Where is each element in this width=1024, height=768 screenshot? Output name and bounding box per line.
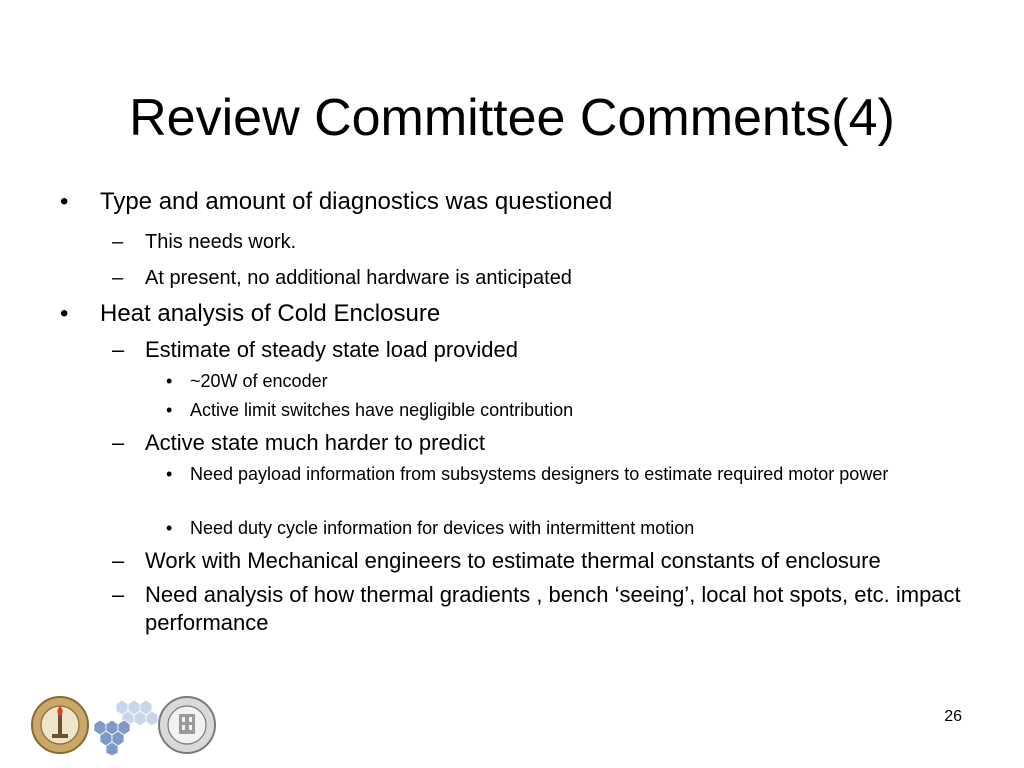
bullet-marker: • [60,188,69,215]
list-item-text: Need payload information from subsystems designers to estimate required motor power [190,464,889,484]
logo-strip [30,694,220,756]
institution-logos [30,694,220,756]
list-item-text: Heat analysis of Cold Enclosure [100,300,441,327]
dash-marker: – [112,430,125,455]
slide-page-number: 26 [944,708,962,725]
uc-seal-logo [159,697,215,753]
list-item-text: Work with Mechanical engineers to estimate thermal constants of enclosure [145,548,881,573]
list-item-text: ~20W of encoder [190,371,328,391]
list-item [112,228,965,256]
list-item [60,300,980,328]
dash-marker: – [112,337,125,362]
list-item-text: Active state much harder to predict [145,430,485,455]
bullet-marker: • [166,464,173,484]
tmt-mirror-logo [94,700,158,756]
bullet-marker: • [166,518,173,538]
list-item [60,188,980,216]
list-item-text: Active limit switches have negligible contribution [190,400,574,420]
list-item-text: Type and amount of diagnostics was questioned [100,188,613,215]
list-item [112,336,965,364]
dash-marker: – [112,231,124,253]
list-item-text: At present, no additional hardware is anticipated [145,267,572,289]
dash-marker: – [112,582,125,607]
list-item [112,264,965,292]
list-item [166,398,960,422]
dash-marker: – [112,548,125,573]
bullet-marker: • [60,300,69,327]
slide-title: Review Committee Comments(4) [129,89,895,147]
dash-marker: – [112,267,124,289]
list-item [166,516,960,540]
bullet-marker: • [166,400,173,420]
list-item-text: Need duty cycle information for devices with intermittent motion [190,518,695,538]
bullet-marker: • [166,371,173,391]
list-item [166,462,960,486]
list-item [112,581,965,637]
list-item-text: Need analysis of how thermal gradients , bench ‘seeing’, local hot spots, etc. impact performance [145,582,961,635]
list-item [112,547,965,575]
list-item [112,429,965,457]
caltech-seal-logo [32,697,88,753]
list-item [166,369,960,393]
list-item-text: This needs work. [145,231,297,253]
list-item-text: Estimate of steady state load provided [145,337,518,362]
